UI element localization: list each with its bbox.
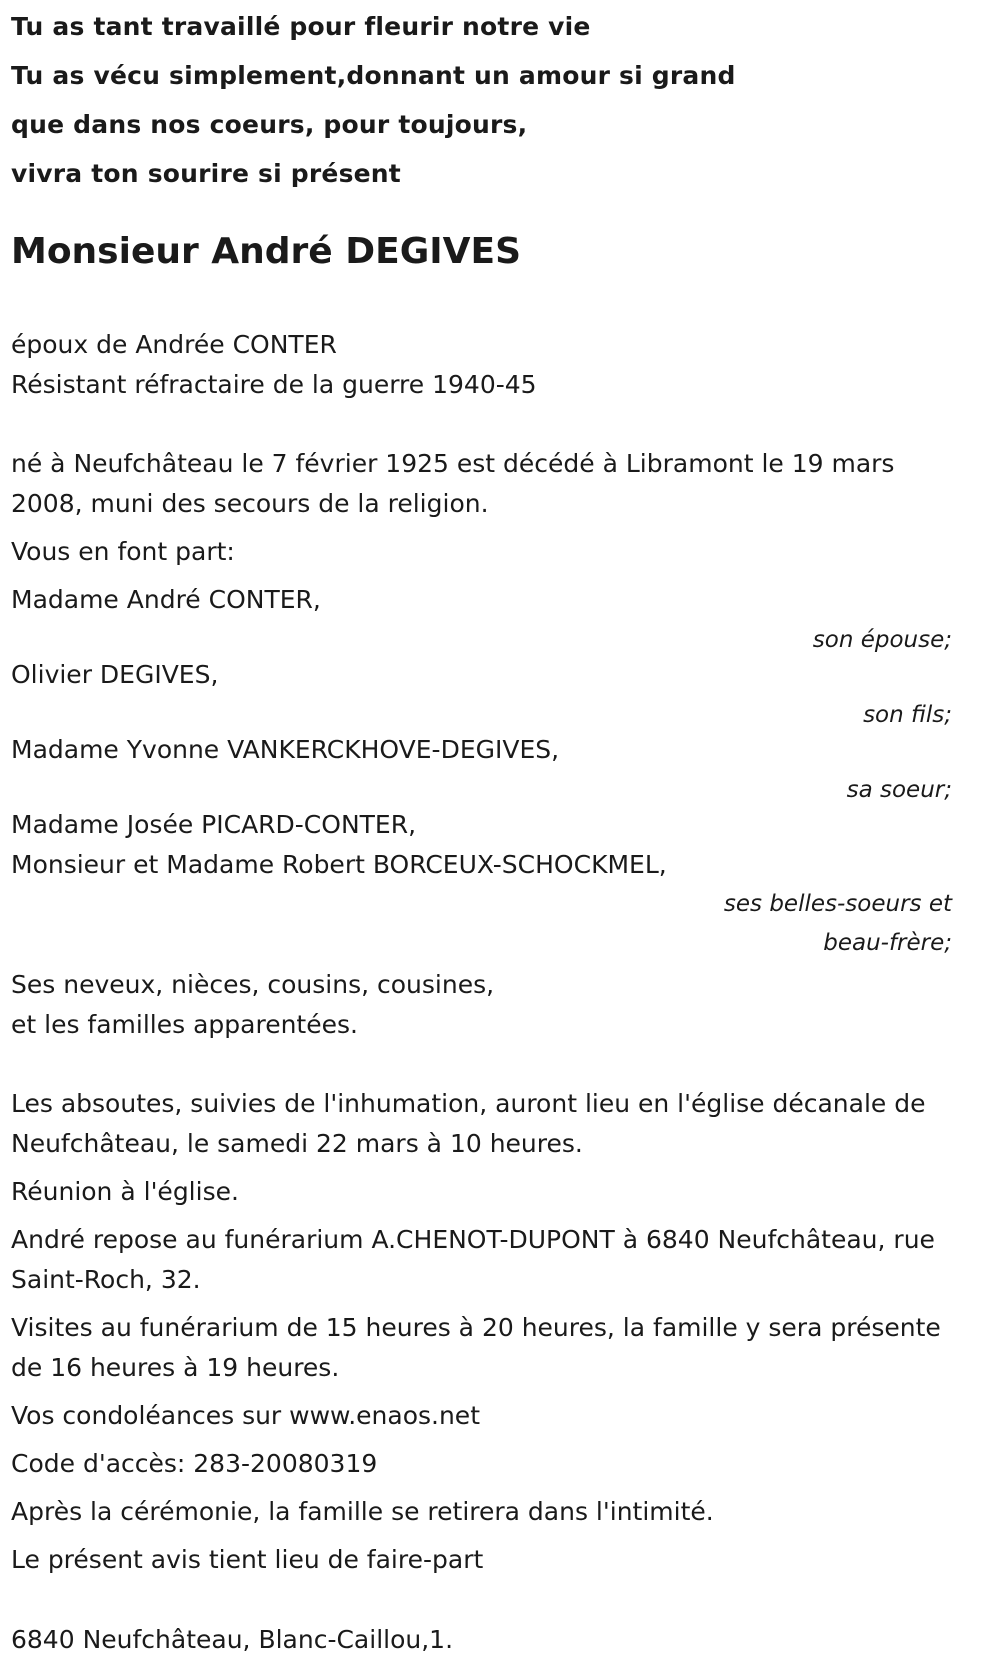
family-entry: [11, 580, 952, 660]
address-text: 6840 Neufchâteau, Blanc-Caillou,1.: [11, 1625, 454, 1654]
meeting-text: Réunion à l'église.: [11, 1177, 239, 1206]
notice-text: Le présent avis tient lieu de faire-part: [11, 1545, 484, 1574]
family-relation: sa soeur;: [846, 777, 952, 803]
ceremony-text: Les absoutes, suivies de l'inhumation, auront lieu en l'église décanale de Neufchâteau, le samedi 22 mars à 10 heures.: [11, 1089, 926, 1158]
poem-line: Tu as tant travaillé pour fleurir notre vie: [11, 12, 591, 41]
family-entry: [11, 805, 952, 963]
funerarium-text: André repose au funérarium A.CHENOT-DUPONT à 6840 Neufchâteau, rue Saint-Roch, 32.: [11, 1225, 935, 1294]
announce-text: Vous en font part:: [11, 537, 235, 566]
family-list: [11, 580, 952, 963]
family-relation: ses belles-soeurs et beau-frère;: [723, 891, 952, 956]
family-member-name: Monsieur et Madame Robert BORCEUX-SCHOCKMEL,: [11, 850, 667, 879]
access-code-text: Code d'accès: 283-20080319: [11, 1449, 378, 1478]
family-relation: son fils;: [863, 702, 952, 728]
poem-line: Tu as vécu simplement,donnant un amour si grand: [11, 61, 736, 90]
extended-family-line: et les familles apparentées.: [11, 1010, 358, 1039]
intro: [11, 325, 952, 405]
spouse-line: époux de Andrée CONTER: [11, 330, 337, 359]
condolences-text: Vos condoléances sur www.enaos.net: [11, 1401, 480, 1430]
family-entry: [11, 655, 952, 735]
poem: [11, 0, 952, 198]
family-relation: son épouse;: [812, 627, 952, 653]
deceased-name: Monsieur André DEGIVES: [11, 231, 522, 272]
extended-family: [11, 965, 952, 1045]
poem-line: vivra ton sourire si présent: [11, 159, 401, 188]
after-ceremony-text: Après la cérémonie, la famille se retirera dans l'intimité.: [11, 1497, 714, 1526]
resistance-line: Résistant réfractaire de la guerre 1940-45: [11, 370, 537, 399]
visits-text: Visites au funérarium de 15 heures à 20 heures, la famille y sera présente de 16 heures à 19 heures.: [11, 1313, 941, 1382]
poem-line: que dans nos coeurs, pour toujours,: [11, 110, 528, 139]
birth-death-text: né à Neufchâteau le 7 février 1925 est décédé à Libramont le 19 mars 2008, muni des secours de la religion.: [11, 449, 895, 518]
family-member-name: Madame André CONTER,: [11, 585, 321, 614]
family-member-name: Madame Josée PICARD-CONTER,: [11, 810, 417, 839]
family-member-name: Olivier DEGIVES,: [11, 660, 219, 689]
family-member-name: Madame Yvonne VANKERCKHOVE-DEGIVES,: [11, 735, 560, 764]
family-entry: [11, 730, 952, 810]
extended-family-line: Ses neveux, nièces, cousins, cousines,: [11, 970, 495, 999]
